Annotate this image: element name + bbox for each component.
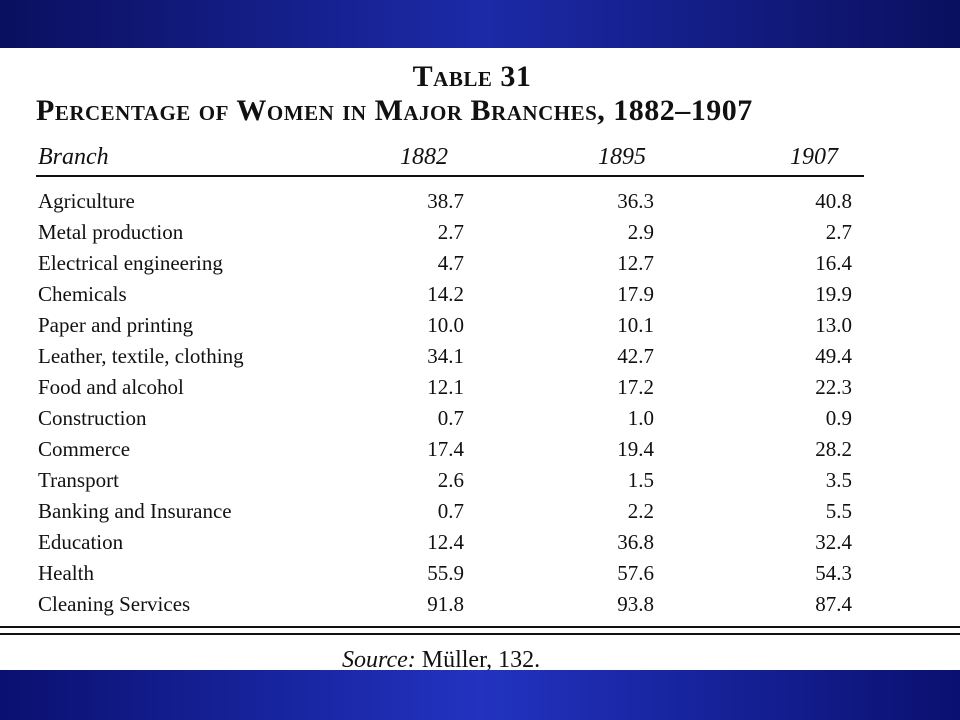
value-1882-cell: 2.7 <box>437 220 464 244</box>
value-1895-cell: 2.2 <box>627 499 654 523</box>
branch-cell: Construction <box>38 406 147 430</box>
value-1882-cell: 12.1 <box>427 375 464 399</box>
branch-cell: Transport <box>38 468 119 492</box>
value-1907-cell: 40.8 <box>815 189 852 213</box>
branch-cell: Education <box>38 530 124 554</box>
table-row <box>0 372 960 403</box>
value-1882-cell: 17.4 <box>427 437 464 461</box>
branch-cell: Food and alcohol <box>38 375 184 399</box>
bottom-divider <box>0 626 960 628</box>
value-1907-cell: 19.9 <box>815 282 852 306</box>
value-1895-cell: 42.7 <box>617 344 654 368</box>
branch-cell: Health <box>38 561 94 585</box>
branch-cell: Agriculture <box>38 189 135 213</box>
header-divider <box>36 175 864 177</box>
value-1882-cell: 4.7 <box>437 251 464 275</box>
table-row <box>0 217 960 248</box>
table-row <box>0 248 960 279</box>
value-1895-cell: 93.8 <box>617 592 654 616</box>
value-1895-cell: 2.9 <box>627 220 654 244</box>
value-1895-cell: 36.8 <box>617 530 654 554</box>
value-1895-cell: 1.0 <box>627 406 654 430</box>
branch-cell: Metal production <box>38 220 184 244</box>
table-row <box>0 279 960 310</box>
branch-cell: Leather, textile, clothing <box>38 344 244 368</box>
value-1907-cell: 54.3 <box>815 561 852 585</box>
value-1882-cell: 10.0 <box>427 313 464 337</box>
header-branch: Branch <box>38 144 109 170</box>
branch-cell: Cleaning Services <box>38 592 191 616</box>
table-row <box>0 310 960 341</box>
value-1895-cell: 57.6 <box>617 561 654 585</box>
value-1882-cell: 2.6 <box>437 468 464 492</box>
table-row <box>0 465 960 496</box>
value-1907-cell: 0.9 <box>825 406 852 430</box>
source-text: Müller, 132. <box>421 647 541 670</box>
value-1907-cell: 22.3 <box>815 375 852 399</box>
value-1907-cell: 2.7 <box>825 220 852 244</box>
value-1882-cell: 0.7 <box>437 406 464 430</box>
branch-cell: Paper and printing <box>38 313 194 337</box>
value-1907-cell: 3.5 <box>825 468 852 492</box>
value-1882-cell: 14.2 <box>427 282 464 306</box>
value-1895-cell: 36.3 <box>617 189 654 213</box>
table-row <box>0 341 960 372</box>
table-row <box>0 496 960 527</box>
table-row <box>0 558 960 589</box>
table-row <box>0 186 960 217</box>
bottom-divider-second <box>0 633 960 635</box>
branch-cell: Commerce <box>38 437 131 461</box>
table-row <box>0 434 960 465</box>
header-1882: 1882 <box>400 144 448 170</box>
value-1907-cell: 16.4 <box>815 251 852 275</box>
table-number: Table 31 <box>412 60 532 93</box>
table-row <box>0 527 960 558</box>
value-1907-cell: 87.4 <box>815 592 852 616</box>
value-1882-cell: 91.8 <box>427 592 464 616</box>
value-1907-cell: 5.5 <box>825 499 852 523</box>
table-body <box>0 186 960 620</box>
table-row <box>0 589 960 620</box>
value-1882-cell: 0.7 <box>437 499 464 523</box>
table-row <box>0 403 960 434</box>
value-1895-cell: 17.2 <box>617 375 654 399</box>
table-title: Percentage of Women in Major Branches, 1882–1907 <box>36 94 753 127</box>
header-1895: 1895 <box>598 144 646 170</box>
value-1895-cell: 12.7 <box>617 251 654 275</box>
value-1882-cell: 55.9 <box>427 561 464 585</box>
value-1882-cell: 38.7 <box>427 189 464 213</box>
value-1895-cell: 17.9 <box>617 282 654 306</box>
value-1907-cell: 28.2 <box>815 437 852 461</box>
value-1907-cell: 49.4 <box>815 344 852 368</box>
source-label: Source: <box>342 647 416 670</box>
value-1882-cell: 34.1 <box>427 344 464 368</box>
value-1895-cell: 10.1 <box>617 313 654 337</box>
value-1907-cell: 32.4 <box>815 530 852 554</box>
value-1907-cell: 13.0 <box>815 313 852 337</box>
document-page <box>0 48 960 670</box>
branch-cell: Chemicals <box>38 282 127 306</box>
source-note <box>342 647 540 670</box>
bottom-band <box>0 670 960 720</box>
branch-cell: Electrical engineering <box>38 251 223 275</box>
branch-cell: Banking and Insurance <box>38 499 232 523</box>
header-1907: 1907 <box>790 144 838 170</box>
value-1895-cell: 1.5 <box>627 468 654 492</box>
value-1895-cell: 19.4 <box>617 437 654 461</box>
value-1882-cell: 12.4 <box>427 530 464 554</box>
